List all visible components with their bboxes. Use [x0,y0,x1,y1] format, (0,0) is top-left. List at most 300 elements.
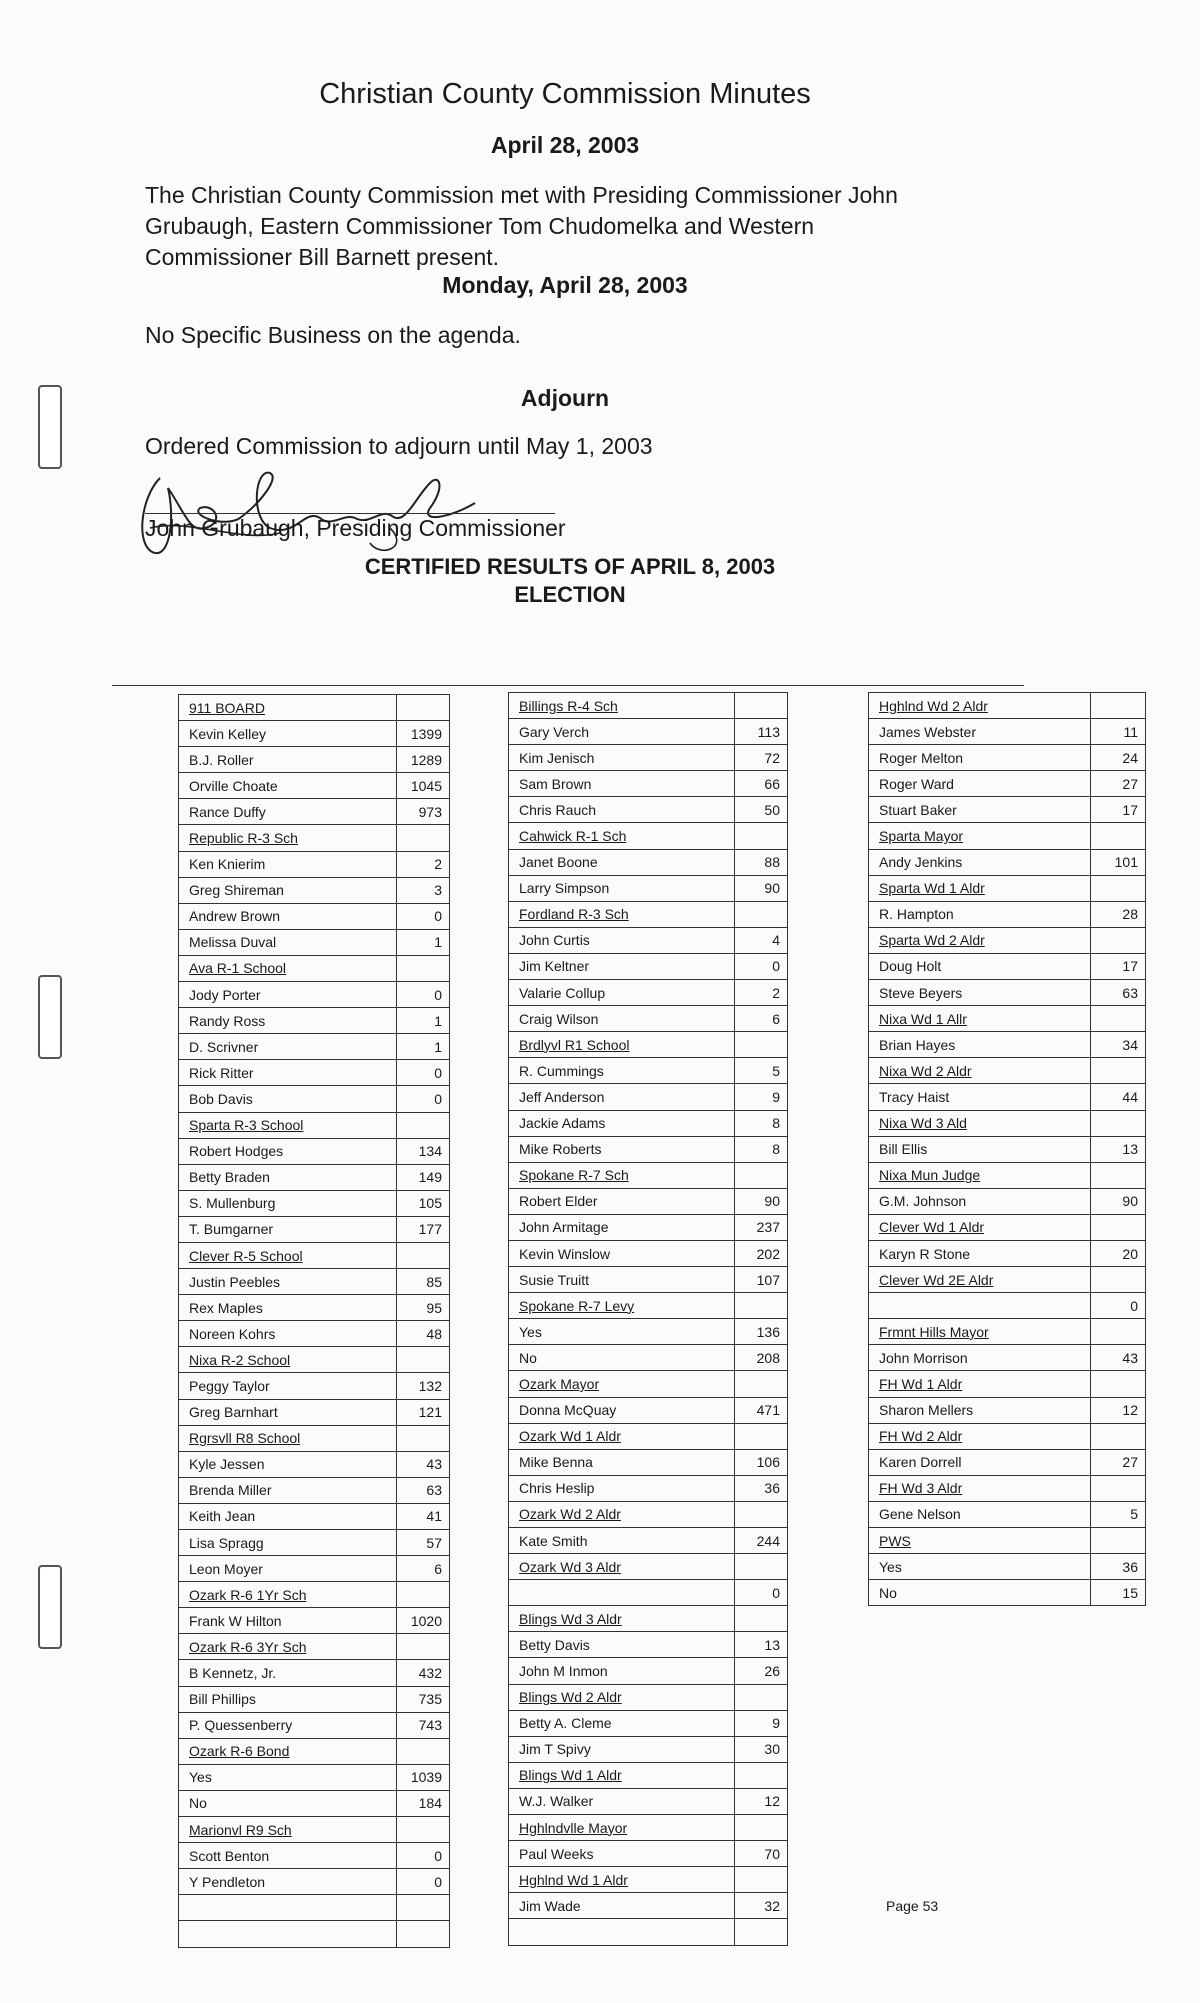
vote-count: 1 [397,929,450,955]
vote-count [397,1738,450,1764]
candidate-name: R. Hampton [869,901,1091,927]
section-heading: Ozark R-6 3Yr Sch [179,1634,397,1660]
vote-count [1091,1475,1146,1501]
divider [112,685,1024,686]
table-row [869,980,1146,1006]
section-row [509,1606,788,1632]
table-row [179,721,450,747]
signer-name: John Grubaugh, Presiding Commissioner [145,515,566,541]
vote-count [735,1293,788,1319]
vote-count [735,1919,788,1945]
adjourn-heading: Adjourn [520,385,610,411]
candidate-name [179,1921,397,1947]
section-row [509,901,788,927]
vote-count: 1020 [397,1608,450,1634]
table-row [869,797,1146,823]
vote-count: 63 [397,1477,450,1503]
vote-count: 0 [735,1580,788,1606]
candidate-name: Janet Boone [509,849,735,875]
candidate-name: Chris Rauch [509,797,735,823]
candidate-name: Justin Peebles [179,1269,397,1295]
vote-count [735,901,788,927]
vote-count [1091,823,1146,849]
results-table-left [178,694,450,1948]
candidate-name: Steve Beyers [869,980,1091,1006]
table-row [179,1686,450,1712]
table-row [509,1110,788,1136]
section-heading: Sparta Wd 2 Aldr [869,927,1091,953]
vote-count: 12 [735,1788,788,1814]
section-row [179,1817,450,1843]
vote-count: 13 [735,1632,788,1658]
candidate-name: Sharon Mellers [869,1397,1091,1423]
vote-count: 95 [397,1295,450,1321]
candidate-name: P. Quessenberry [179,1712,397,1738]
table-row [179,1451,450,1477]
vote-count [735,1371,788,1397]
vote-count [397,1895,450,1921]
table-row [179,1269,450,1295]
candidate-name: John Armitage [509,1214,735,1240]
table-row [869,1188,1146,1214]
table-row [509,797,788,823]
candidate-name: Bill Ellis [869,1136,1091,1162]
table-row [179,1843,450,1869]
vote-count: 202 [735,1240,788,1266]
section-row [869,1214,1146,1240]
vote-count: 244 [735,1528,788,1554]
table-row [509,1214,788,1240]
vote-count: 43 [397,1451,450,1477]
section-heading: Brdlyvl R1 School [509,1032,735,1058]
candidate-name: Jim T Spivy [509,1736,735,1762]
candidate-name: Chris Heslip [509,1475,735,1501]
candidate-name: Scott Benton [179,1843,397,1869]
vote-count [1091,693,1146,719]
vote-count: 34 [1091,1032,1146,1058]
vote-count [735,1684,788,1710]
section-row [509,1371,788,1397]
table-row [179,1190,450,1216]
section-row [869,823,1146,849]
candidate-name: Jim Keltner [509,953,735,979]
table-row [179,1712,450,1738]
vote-count [1091,875,1146,901]
table-row [509,1319,788,1345]
section-row [179,1112,450,1138]
candidate-name: Roger Melton [869,745,1091,771]
vote-count [397,1921,450,1947]
vote-count: 0 [397,982,450,1008]
table-row [179,1790,450,1816]
table-row [509,1658,788,1684]
vote-count: 113 [735,719,788,745]
section-row [869,927,1146,953]
vote-count [1091,1058,1146,1084]
section-row [869,1267,1146,1293]
vote-count: 32 [735,1893,788,1919]
table-row [509,875,788,901]
vote-count: 27 [1091,771,1146,797]
table-row [509,719,788,745]
table-row [179,1138,450,1164]
vote-count: 6 [397,1556,450,1582]
vote-count: 2 [397,851,450,877]
results-table-right [868,692,1146,1606]
section-row [179,1738,450,1764]
vote-count [735,693,788,719]
table-row [509,980,788,1006]
table-row [509,1058,788,1084]
table-row [179,799,450,825]
vote-count [1091,1371,1146,1397]
section-row [179,1347,450,1373]
section-row [869,875,1146,901]
vote-count: 177 [397,1216,450,1242]
section-row [509,1032,788,1058]
vote-count: 0 [397,1843,450,1869]
candidate-name: Jackie Adams [509,1110,735,1136]
section-row [179,955,450,981]
table-row [179,1399,450,1425]
vote-count: 8 [735,1136,788,1162]
section-row [869,1006,1146,1032]
vote-count: 43 [1091,1345,1146,1371]
vote-count: 9 [735,1710,788,1736]
candidate-name: Betty A. Cleme [509,1710,735,1736]
candidate-name: Y Pendleton [179,1869,397,1895]
vote-count: 30 [735,1736,788,1762]
section-heading: Ozark Mayor [509,1371,735,1397]
candidate-name: Rick Ritter [179,1060,397,1086]
table-row [509,927,788,953]
vote-count: 106 [735,1449,788,1475]
page-number: Page 53 [886,1898,939,1914]
section-heading: Billings R-4 Sch [509,693,735,719]
vote-count: 11 [1091,719,1146,745]
vote-count: 121 [397,1399,450,1425]
table-row [509,1084,788,1110]
vote-count [1091,1214,1146,1240]
vote-count: 0 [1091,1293,1146,1319]
candidate-name: R. Cummings [509,1058,735,1084]
candidate-name: Bob Davis [179,1086,397,1112]
signature-image [130,458,510,563]
table-row [869,1084,1146,1110]
table-row [179,1034,450,1060]
candidate-name: Betty Braden [179,1164,397,1190]
table-row [179,1164,450,1190]
vote-count [397,1112,450,1138]
section-row [869,1423,1146,1449]
section-row [869,1528,1146,1554]
vote-count: 41 [397,1503,450,1529]
table-row [179,1477,450,1503]
vote-count: 3 [397,877,450,903]
candidate-name: G.M. Johnson [869,1188,1091,1214]
table-row [869,1345,1146,1371]
section-row [179,1425,450,1451]
table-row [869,719,1146,745]
vote-count: 66 [735,771,788,797]
candidate-name: Peggy Taylor [179,1373,397,1399]
section-row [869,1162,1146,1188]
vote-count: 63 [1091,980,1146,1006]
candidate-name: No [509,1345,735,1371]
vote-count: 0 [397,1060,450,1086]
meeting-date: April 28, 2003 [490,132,640,158]
candidate-name: W.J. Walker [509,1788,735,1814]
vote-count [1091,1528,1146,1554]
vote-count [735,1762,788,1788]
section-heading: Blings Wd 2 Aldr [509,1684,735,1710]
section-row [509,1684,788,1710]
table-row [179,1060,450,1086]
vote-count: 5 [1091,1501,1146,1527]
no-business-text: No Specific Business on the agenda. [145,322,521,348]
section-row [509,1554,788,1580]
candidate-name: Greg Barnhart [179,1399,397,1425]
table-row [509,849,788,875]
vote-count: 24 [1091,745,1146,771]
table-row [179,1086,450,1112]
candidate-name: Frank W Hilton [179,1608,397,1634]
vote-count: 1399 [397,721,450,747]
vote-count: 1 [397,1034,450,1060]
candidate-name [509,1919,735,1945]
vote-count: 0 [397,1869,450,1895]
table-row [509,1188,788,1214]
table-row [869,1580,1146,1606]
candidate-name: Stuart Baker [869,797,1091,823]
vote-count: 85 [397,1269,450,1295]
section-row [509,1867,788,1893]
section-row [509,1423,788,1449]
candidate-name: Rance Duffy [179,799,397,825]
vote-count [397,1817,450,1843]
table-row [509,745,788,771]
candidate-name: Gary Verch [509,719,735,745]
vote-count: 105 [397,1190,450,1216]
vote-count: 136 [735,1319,788,1345]
vote-count: 13 [1091,1136,1146,1162]
vote-count [735,1606,788,1632]
vote-count [397,1634,450,1660]
table-row [179,1321,450,1347]
table-row [869,1293,1146,1319]
section-heading: Ozark R-6 Bond [179,1738,397,1764]
vote-count: 5 [735,1058,788,1084]
candidate-name: Yes [179,1764,397,1790]
section-heading: Fordland R-3 Sch [509,901,735,927]
section-row [509,693,788,719]
vote-count: 50 [735,797,788,823]
vote-count [1091,1423,1146,1449]
section-heading: 911 BOARD [179,695,397,721]
candidate-name: Mike Roberts [509,1136,735,1162]
section-heading: Spokane R-7 Levy [509,1293,735,1319]
section-heading: Nixa Wd 2 Aldr [869,1058,1091,1084]
table-row [179,1530,450,1556]
vote-count: 1039 [397,1764,450,1790]
table-row [179,1608,450,1634]
candidate-name: Rex Maples [179,1295,397,1321]
section-heading: Sparta Mayor [869,823,1091,849]
table-row [509,1788,788,1814]
binder-hole [38,975,62,1059]
candidate-name: Randy Ross [179,1008,397,1034]
table-row [869,953,1146,979]
candidate-name: S. Mullenburg [179,1190,397,1216]
vote-count: 12 [1091,1397,1146,1423]
vote-count [397,955,450,981]
candidate-name: Kevin Winslow [509,1240,735,1266]
candidate-name: John M Inmon [509,1658,735,1684]
section-heading: Ozark Wd 2 Aldr [509,1501,735,1527]
candidate-name: Karyn R Stone [869,1240,1091,1266]
section-row [869,1371,1146,1397]
table-row [179,1764,450,1790]
table-row [509,1580,788,1606]
candidate-name: Noreen Kohrs [179,1321,397,1347]
section-heading: Republic R-3 Sch [179,825,397,851]
table-row [869,771,1146,797]
section-row [509,1815,788,1841]
candidate-name: Craig Wilson [509,1006,735,1032]
vote-count [1091,1162,1146,1188]
section-heading: Nixa Mun Judge [869,1162,1091,1188]
vote-count: 973 [397,799,450,825]
candidate-name: No [869,1580,1091,1606]
results-table-middle [508,692,788,1946]
section-row [869,1475,1146,1501]
table-row [509,1528,788,1554]
candidate-name: B Kennetz, Jr. [179,1660,397,1686]
candidate-name: Bill Phillips [179,1686,397,1712]
section-heading: Blings Wd 3 Aldr [509,1606,735,1632]
vote-count: 237 [735,1214,788,1240]
candidate-name: Jody Porter [179,982,397,1008]
candidate-name: Yes [869,1554,1091,1580]
candidate-name: Kevin Kelley [179,721,397,747]
section-heading: Blings Wd 1 Aldr [509,1762,735,1788]
section-heading: Ozark R-6 1Yr Sch [179,1582,397,1608]
vote-count [1091,1319,1146,1345]
table-row [179,747,450,773]
vote-count: 134 [397,1138,450,1164]
vote-count: 6 [735,1006,788,1032]
vote-count [397,1347,450,1373]
vote-count: 57 [397,1530,450,1556]
section-heading: FH Wd 3 Aldr [869,1475,1091,1501]
table-row [509,1267,788,1293]
vote-count: 4 [735,927,788,953]
vote-count [1091,1267,1146,1293]
vote-count: 743 [397,1712,450,1738]
candidate-name: Karen Dorrell [869,1449,1091,1475]
candidate-name: Doug Holt [869,953,1091,979]
section-row [869,693,1146,719]
candidate-name: John Curtis [509,927,735,953]
candidate-name: Kate Smith [509,1528,735,1554]
vote-count: 432 [397,1660,450,1686]
candidate-name: Roger Ward [869,771,1091,797]
table-row [869,1397,1146,1423]
section-row [179,1582,450,1608]
section-heading: Sparta Wd 1 Aldr [869,875,1091,901]
vote-count: 17 [1091,953,1146,979]
section-row [509,1162,788,1188]
table-row [179,1556,450,1582]
vote-count [735,1162,788,1188]
section-row [179,1242,450,1268]
table-row [179,1373,450,1399]
vote-count: 2 [735,980,788,1006]
section-heading: Spokane R-7 Sch [509,1162,735,1188]
candidate-name: D. Scrivner [179,1034,397,1060]
candidate-name: Gene Nelson [869,1501,1091,1527]
table-row [509,1841,788,1867]
vote-count: 9 [735,1084,788,1110]
table-row [179,1216,450,1242]
candidate-name: T. Bumgarner [179,1216,397,1242]
candidate-name: Mike Benna [509,1449,735,1475]
vote-count: 28 [1091,901,1146,927]
candidate-name: Sam Brown [509,771,735,797]
section-row [179,825,450,851]
section-row [869,1110,1146,1136]
vote-count [735,1867,788,1893]
adjourn-order: Ordered Commission to adjourn until May 1, 2003 [145,433,653,459]
table-row [869,1501,1146,1527]
vote-count [735,1423,788,1449]
vote-count: 107 [735,1267,788,1293]
table-row [509,1893,788,1919]
vote-count: 72 [735,745,788,771]
table-row [509,1397,788,1423]
vote-count: 27 [1091,1449,1146,1475]
candidate-name: Robert Hodges [179,1138,397,1164]
document-title: Christian County Commission Minutes [319,78,811,110]
vote-count: 90 [1091,1188,1146,1214]
candidate-name: Jim Wade [509,1893,735,1919]
candidate-name [179,1895,397,1921]
vote-count: 208 [735,1345,788,1371]
candidate-name: Jeff Anderson [509,1084,735,1110]
table-row [869,1136,1146,1162]
table-row [509,1710,788,1736]
candidate-name: Orville Choate [179,773,397,799]
section-row [179,695,450,721]
vote-count [397,1425,450,1451]
vote-count [1091,1110,1146,1136]
section-heading: Frmnt Hills Mayor [869,1319,1091,1345]
candidate-name: Robert Elder [509,1188,735,1214]
section-row [509,1762,788,1788]
vote-count [397,695,450,721]
candidate-name: Yes [509,1319,735,1345]
candidate-name: B.J. Roller [179,747,397,773]
vote-count: 26 [735,1658,788,1684]
table-row [179,851,450,877]
section-heading: Hghlndvlle Mayor [509,1815,735,1841]
vote-count: 90 [735,875,788,901]
day-heading: Monday, April 28, 2003 [442,272,688,298]
candidate-name: Brenda Miller [179,1477,397,1503]
section-row [869,1058,1146,1084]
candidate-name: Brian Hayes [869,1032,1091,1058]
vote-count: 735 [397,1686,450,1712]
